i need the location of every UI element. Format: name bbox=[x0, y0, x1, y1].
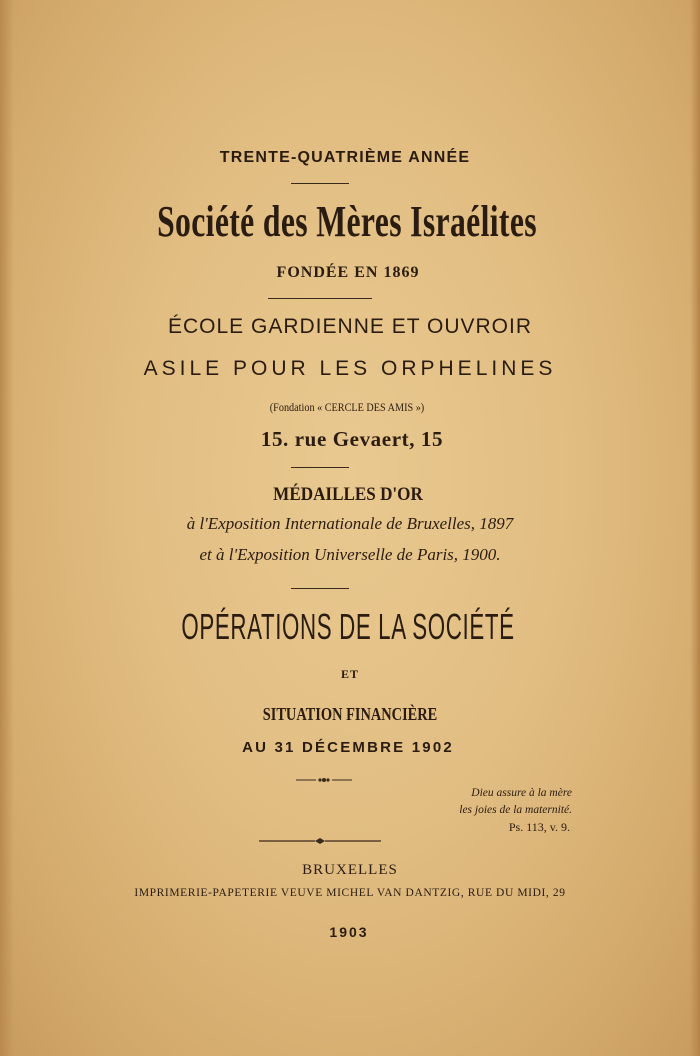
year-edition: TRENTE-QUATRIÈME ANNÉE bbox=[219, 149, 471, 166]
imprint-year: 1903 bbox=[329, 924, 369, 940]
divider bbox=[291, 183, 349, 184]
society-title: Société des Mères Israélites bbox=[157, 197, 537, 246]
conjunction-et: ET bbox=[340, 667, 359, 681]
report-date: AU 31 DÉCEMBRE 1902 bbox=[242, 739, 454, 756]
founded-line: FONDÉE EN 1869 bbox=[276, 264, 420, 281]
operations-heading: OPÉRATIONS DE LA SOCIÉTÉ bbox=[181, 606, 515, 647]
divider bbox=[268, 298, 372, 299]
quote-reference: Ps. 113, v. 9. bbox=[508, 820, 570, 834]
ornament-small-icon bbox=[296, 775, 352, 785]
asylum-line: ASILE POUR LES ORPHELINES bbox=[143, 357, 557, 380]
address-line: 15. rue Gevaert, 15 bbox=[260, 427, 444, 451]
ornament-rule-icon bbox=[259, 836, 381, 846]
divider bbox=[291, 588, 349, 589]
imprint-printer: IMPRIMERIE-PAPETERIE VEUVE MICHEL VAN DANTZIG, RUE DU MIDI, 29 bbox=[134, 887, 566, 899]
exposition-paris: et à l'Exposition Universelle de Paris, 1900. bbox=[199, 545, 501, 564]
quote-line-1: Dieu assure à la mère bbox=[471, 787, 572, 799]
imprint-city: BRUXELLES bbox=[302, 862, 398, 878]
financial-situation-heading: SITUATION FINANCIÈRE bbox=[262, 704, 438, 724]
divider bbox=[291, 467, 349, 468]
exposition-brussels: à l'Exposition Internationale de Bruxelles, 1897 bbox=[186, 514, 514, 533]
school-line: ÉCOLE GARDIENNE ET OUVROIR bbox=[167, 315, 532, 338]
foundation-line: (Fondation « CERCLE DES AMIS ») bbox=[269, 400, 425, 414]
medals-heading: MÉDAILLES D'OR bbox=[273, 484, 423, 505]
quote-line-2: les joies de la maternité. bbox=[459, 804, 572, 816]
